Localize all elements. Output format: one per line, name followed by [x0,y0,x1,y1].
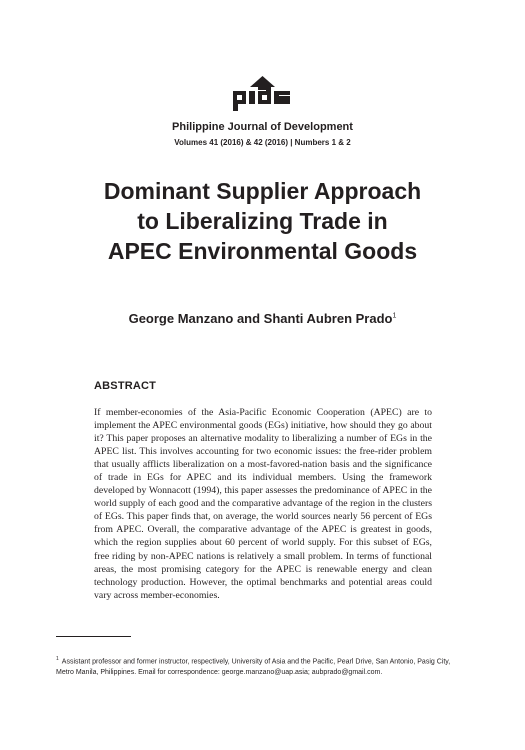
journal-name: Philippine Journal of Development [172,121,353,133]
paper-title [0,176,525,266]
title-line: APEC Environmental Goods [107,238,418,264]
author-names: George Manzano and Shanti Aubren Prado [128,311,393,326]
abstract-body: If member-economies of the Asia-Pacific Economic Cooperation (APEC) are to implement the APEC environmental goods (EGs) initiative, how should they go about it? This paper proposes an alternative modality to liberalizing a number of EGs in the APEC list. This involves accounting for two economic issues: the free-rider problem that usually afflicts liberalization on a most-favored-nation basis and the significance of trade in EGs for APEC and its individual members. Using the framework developed by Wonnacott (1994), this paper assesses the predominance of APEC in the world supply of each good and the comparative advantage of the region in the clusters of EGs. This paper finds that, on average, the world sources nearly 56 percent of EGs from APEC. Overall, the comparative advantage of the APEC is greatest in goods, which the region supplies about 60 percent of world supply. For this subset of EGs, free riding by non-APEC nations is relatively a small problem. In terms of functional areas, the most promising category for the APEC is renewable energy and clean technology production. However, the optimal benchmarks and potential areas could vary across member-economies. [94,407,432,601]
title-line: to Liberalizing Trade in [137,208,388,234]
footnote-divider [56,636,131,637]
pids-logo-icon [231,76,294,112]
title-line: Dominant Supplier Approach [103,178,422,204]
footnote-mark: 1 [56,656,59,662]
author-footnote-mark: 1 [392,312,397,320]
footnote [56,654,470,678]
abstract-heading: ABSTRACT [94,380,157,392]
author-list [0,311,525,326]
footnote-text: Assistant professor and former instructor, respectively, University of Asia and the Pacific, Pearl Drive, San Antonio, Pasig City, Metro Manila, Philippines. Email for correspondence: george.manzano@uap.asia; aubprado@gmail.com. [56,658,451,677]
journal-volume: Volumes 41 (2016) & 42 (2016) | Numbers 1 & 2 [174,138,351,147]
